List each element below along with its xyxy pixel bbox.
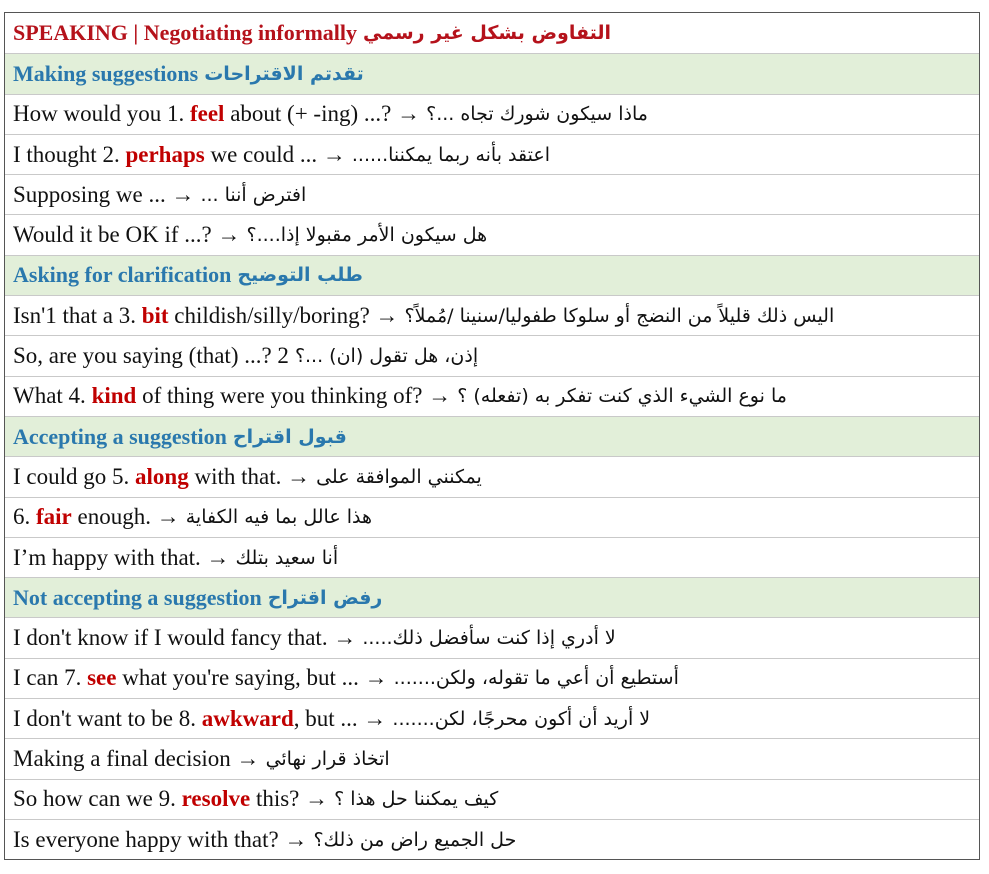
section-heading-english: Accepting a suggestion: [13, 423, 227, 449]
arabic-translation: هذا عالل بما فيه الكفاية: [185, 506, 372, 529]
phrase-row: [5, 779, 979, 819]
arabic-translation: ماذا سيكون شورك تجاه ...؟: [426, 103, 648, 126]
arabic-translation: اعتقد بأنه ربما يمكننا......: [351, 143, 550, 166]
arabic-translation: اتخاذ قرار نهائي: [265, 747, 390, 770]
phrase-row: [5, 738, 979, 778]
phrase-text: childish/silly/boring? →: [174, 302, 399, 328]
arabic-translation: هل سيكون الأمر مقبولا إذا....؟: [246, 224, 488, 247]
phrase-row: [5, 174, 979, 214]
phrase-text: So how can we 9.: [13, 786, 176, 812]
section-heading-english: Not accepting a suggestion: [13, 584, 262, 610]
phrase-text: what you're saying, but ... →: [122, 665, 388, 691]
keyword: along: [135, 463, 189, 489]
phrase-row: [5, 617, 979, 657]
section-heading-arabic: قبول اقتراح: [232, 425, 347, 448]
section-heading-english: Asking for clarification: [13, 262, 232, 288]
phrase-text: How would you 1.: [13, 101, 185, 127]
phrase-row: [5, 456, 979, 496]
phrase-row: [5, 295, 979, 335]
phrase-text: I could go 5.: [13, 463, 130, 489]
section-heading-accepting-suggestion: [5, 416, 979, 456]
phrase-text: So, are you saying (that) ...? 2: [13, 343, 289, 369]
negotiating-table: [4, 12, 980, 860]
section-heading-arabic: رفض اقتراح: [267, 586, 383, 609]
title-english: SPEAKING | Negotiating informally: [13, 20, 358, 46]
phrase-text: Would it be OK if ...? →: [13, 222, 241, 248]
keyword: kind: [91, 383, 137, 409]
section-heading-asking-clarification: [5, 255, 979, 295]
section-heading-arabic: تقدتم الاقتراحات: [204, 62, 364, 85]
keyword: resolve: [181, 786, 251, 812]
phrase-text: What 4.: [13, 383, 86, 409]
section-heading-making-suggestions: [5, 53, 979, 93]
section-heading-arabic: طلب التوضيح: [237, 264, 363, 287]
phrase-text: Making a final decision →: [13, 745, 260, 771]
keyword: feel: [189, 101, 225, 127]
phrase-text: we could ... →: [210, 141, 346, 167]
phrase-text: , but ... →: [293, 705, 387, 731]
phrase-row: [5, 94, 979, 134]
phrase-row: [5, 214, 979, 254]
phrase-text: I don't know if I would fancy that. →: [13, 625, 357, 651]
phrase-row: [5, 376, 979, 416]
keyword: awkward: [201, 705, 294, 731]
phrase-text: I can 7.: [13, 665, 82, 691]
arabic-translation: لا أريد أن أكون محرجًا، لكن.......: [392, 707, 651, 730]
arabic-translation: ما نوع الشيء الذي كنت تفكر به (تفعله) ؟: [457, 385, 787, 408]
section-heading-not-accepting-suggestion: [5, 577, 979, 617]
keyword: bit: [141, 302, 169, 328]
arabic-translation: لا أدري إذا كنت سأفضل ذلك.....: [362, 627, 616, 650]
arabic-translation: يمكنني الموافقة على: [316, 465, 482, 488]
arabic-translation: إذن، هل تقول (ان) ...؟: [294, 345, 479, 368]
phrase-text: I don't want to be 8.: [13, 705, 197, 731]
arabic-translation: أنا سعيد بتلك: [235, 546, 339, 569]
phrase-row: [5, 134, 979, 174]
phrase-text: this? →: [255, 786, 329, 812]
phrase-text: Supposing we ... →: [13, 181, 195, 207]
phrase-text: of thing were you thinking of? →: [142, 383, 452, 409]
keyword: perhaps: [125, 141, 205, 167]
phrase-row: [5, 335, 979, 375]
phrase-row: [5, 819, 979, 859]
phrase-text: Isn'1 that a 3.: [13, 302, 136, 328]
section-heading-english: Making suggestions: [13, 60, 199, 86]
arabic-translation: افترض أننا ...: [200, 183, 307, 206]
phrase-row: [5, 698, 979, 738]
phrase-text: about (+ -ing) ...? →: [230, 101, 421, 127]
phrase-text: with that. →: [194, 463, 311, 489]
phrase-text: Is everyone happy with that? →: [13, 826, 308, 852]
arabic-translation: اليس ذلك قليلاً من النضج أو سلوكا طفوليا/سنينا /مُملاً؟: [404, 304, 835, 327]
phrase-text: I’m happy with that. →: [13, 544, 230, 570]
phrase-text: 6.: [13, 504, 31, 530]
keyword: see: [87, 665, 117, 691]
phrase-text: I thought 2.: [13, 141, 120, 167]
phrase-row: [5, 497, 979, 537]
arabic-translation: حل الجميع راض من ذلك؟: [313, 828, 517, 851]
keyword: fair: [36, 504, 72, 530]
title-arabic: التفاوض بشكل غير رسمي: [363, 22, 612, 45]
phrase-row: [5, 537, 979, 577]
page-title: [5, 13, 979, 53]
arabic-translation: كيف يمكننا حل هذا ؟: [334, 788, 499, 811]
phrase-row: [5, 658, 979, 698]
arabic-translation: أستطيع أن أعي ما تقوله، ولكن.......: [393, 667, 679, 690]
phrase-text: enough. →: [77, 504, 180, 530]
